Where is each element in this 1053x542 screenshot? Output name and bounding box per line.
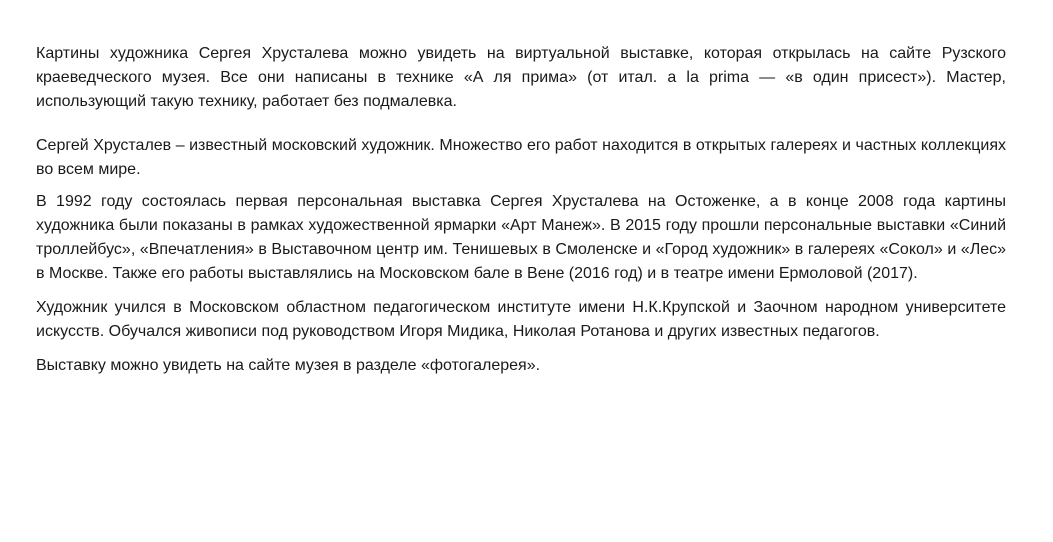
- paragraph-closing: Выставку можно увидеть на сайте музея в разделе «фотогалерея».: [36, 357, 541, 374]
- paragraph-education: Художник учился в Московском областном педагогическом институте имени Н.К.Крупской и Заочном народном университете искусств. Обучался живописи под руководством Игоря Мидика, Николая Ротанова и других известных педагогов.: [36, 299, 1006, 340]
- paragraph-artist-bio: Сергей Хрусталев – известный московский художник. Множество его работ находится в открытых галереях и частных коллекциях во всем мире.: [36, 137, 1006, 178]
- article-body: [36, 42, 1006, 378]
- paragraph-intro: Картины художника Сергея Хрусталева можно увидеть на виртуальной выставке, которая открылась на сайте Рузского краеведческого музея. Все они написаны в технике «А ля прима» (от итал. a la prima — «в один присест»). Мастер, использующий такую технику, работает без подмалевка.: [36, 45, 1006, 110]
- paragraph-exhibitions: В 1992 году состоялась первая персональная выставка Сергея Хрусталева на Остоженке, а в конце 2008 года картины художника были показаны в рамках художественной ярмарки «Арт Манеж». В 2015 году прошли персональные выставки «Синий троллейбус», «Впечатления» в Выставочном центр им. Тенишевых в Смоленске и «Город художник» в галереях «Сокол» и «Лес» в Москве. Также его работы выставлялись на Московском бале в Вене (2016 год) и в театре имени Ермоловой (2017).: [36, 193, 1006, 282]
